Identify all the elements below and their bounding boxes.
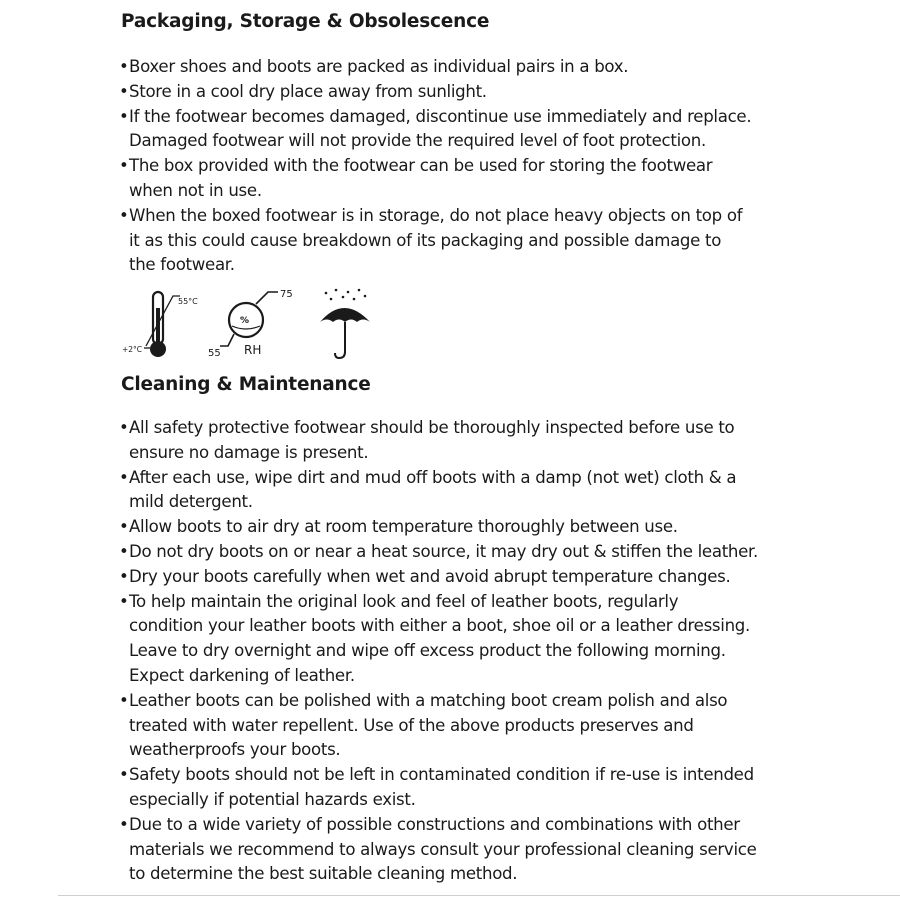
humidity-max-label: 75	[280, 289, 293, 300]
humidity-percent-label: %	[240, 316, 250, 326]
storage-symbols	[118, 286, 388, 364]
thermometer-icon	[118, 286, 208, 364]
list-item: • If the footwear becomes damaged, discontinue use immediately and replace. Damaged footwear will not provide the required level of foot protection.	[119, 105, 819, 155]
list-item: • Safety boots should not be left in contaminated condition if re-use is intended especially if potential hazards exist.	[119, 763, 819, 813]
list-item: • Due to a wide variety of possible constructions and combinations with other materials we recommend to always consult your professional cleaning service to determine the best suitable cleaning method.	[119, 813, 819, 887]
list-item: • All safety protective footwear should be thoroughly inspected before use to ensure no damage is present.	[119, 416, 819, 466]
list-item: • Boxer shoes and boots are packed as individual pairs in a box.	[119, 55, 819, 80]
list-item: • Store in a cool dry place away from sunlight.	[119, 80, 819, 105]
section-title-cleaning: Cleaning & Maintenance	[121, 374, 371, 395]
list-item: • When the boxed footwear is in storage, do not place heavy objects on top of it as this could cause breakdown of its packaging and possible damage to the footwear.	[119, 204, 819, 278]
list-item: • After each use, wipe dirt and mud off boots with a damp (not wet) cloth & a mild detergent.	[119, 466, 819, 516]
umbrella-rain-icon	[314, 286, 380, 364]
list-item: • Do not dry boots on or near a heat source, it may dry out & stiffen the leather.	[119, 540, 819, 565]
footer-divider	[58, 895, 900, 896]
list-item: • Leather boots can be polished with a matching boot cream polish and also treated with water repellent. Use of the above products preserves and weatherproofs your boots.	[119, 689, 819, 763]
humidity-min-label: 55	[208, 348, 221, 359]
list-item: • Dry your boots carefully when wet and avoid abrupt temperature changes.	[119, 565, 819, 590]
humidity-unit-label: RH	[244, 343, 262, 357]
humidity-icon	[206, 286, 306, 364]
temp-max-label: 55°C	[178, 297, 198, 306]
list-item: • The box provided with the footwear can be used for storing the footwear when not in use.	[119, 154, 819, 204]
packaging-list	[119, 55, 819, 278]
list-item: • To help maintain the original look and feel of leather boots, regularly condition your leather boots with either a boot, shoe oil or a leather dressing. Leave to dry overnight and wipe off excess product the following morning. Expect darkening of leather.	[119, 590, 819, 689]
list-item: • Allow boots to air dry at room temperature thoroughly between use.	[119, 515, 819, 540]
cleaning-list	[119, 416, 819, 887]
section-title-packaging: Packaging, Storage & Obsolescence	[121, 11, 490, 32]
temp-min-label: +2°C	[122, 345, 143, 354]
